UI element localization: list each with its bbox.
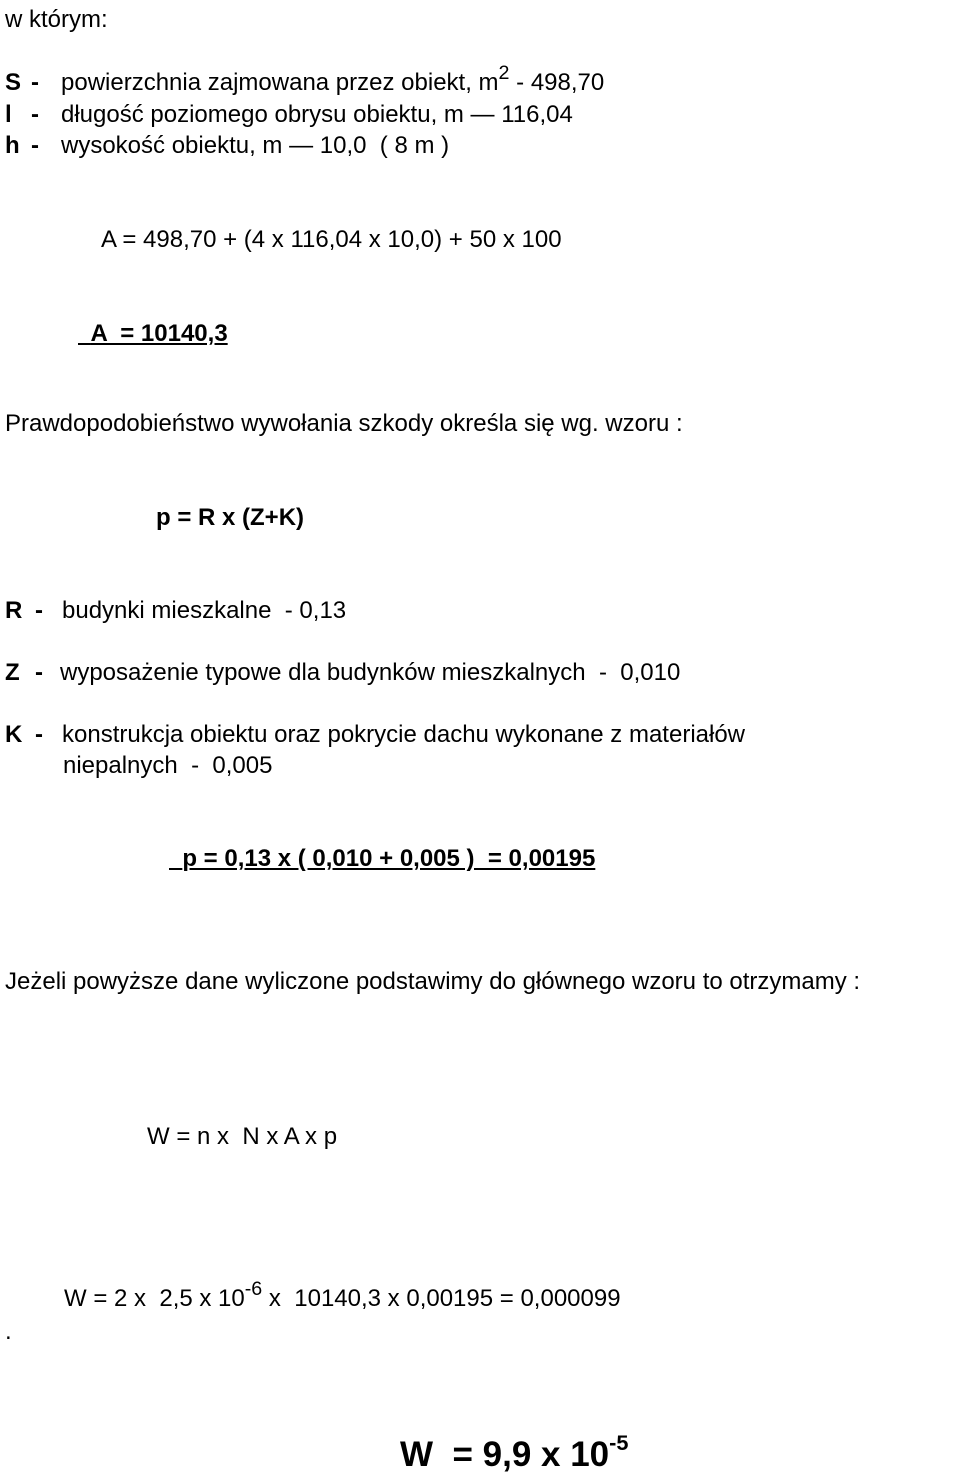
factor-key: R <box>5 597 23 624</box>
factor-k-continuation: niepalnych - 0,005 <box>63 752 273 779</box>
definition-key: h <box>5 132 20 159</box>
result-a-text: A = 10140,3 <box>90 320 228 347</box>
definition-h <box>5 134 449 158</box>
factor-z <box>5 661 680 685</box>
definition-superscript: 2 <box>498 62 510 85</box>
calc-w-left: W = 2 x 2,5 x 10 <box>64 1285 245 1312</box>
result-w <box>400 1429 629 1474</box>
factor-r <box>5 599 346 623</box>
definition-key: l <box>5 101 12 128</box>
stray-dot: . <box>5 1318 12 1345</box>
factor-k <box>5 723 745 747</box>
factor-sep: - <box>35 721 43 748</box>
factor-key: K <box>5 721 23 748</box>
result-w-exponent: -5 <box>609 1429 629 1455</box>
factor-text: wyposażenie typowe dla budynków mieszkalnych - 0,010 <box>60 659 681 686</box>
formula-w: W = n x N x A x p <box>147 1123 338 1150</box>
conclusion-intro: Jeżeli powyższe dane wyliczone podstawimy do głównego wzoru to otrzymamy : <box>5 968 861 995</box>
factor-text: budynki mieszkalne - 0,13 <box>62 597 347 624</box>
factor-key: Z <box>5 659 20 686</box>
result-a <box>78 322 228 346</box>
calc-w <box>64 1278 621 1312</box>
result-p-underlined <box>169 845 595 872</box>
definition-sep: - <box>31 101 39 128</box>
calc-w-exponent: -6 <box>244 1278 263 1301</box>
formula-p: p = R x (Z+K) <box>156 504 305 531</box>
factor-sep: - <box>35 659 43 686</box>
intro-text: w którym: <box>5 6 108 33</box>
result-p-text: p = 0,13 x ( 0,010 + 0,005 ) = 0,00195 <box>182 845 596 872</box>
calc-w-right: x 10140,3 x 0,00195 = 0,000099 <box>262 1285 621 1312</box>
definition-sep: - <box>31 69 39 96</box>
factor-sep: - <box>35 597 43 624</box>
definition-s <box>5 62 605 96</box>
definition-l <box>5 103 573 127</box>
definition-key: S <box>5 69 22 96</box>
definition-sep: - <box>31 132 39 159</box>
result-a-underlined <box>78 320 228 347</box>
definition-value: - 498,70 <box>509 69 605 96</box>
factor-text: konstrukcja obiektu oraz pokrycie dachu wykonane z materiałów <box>62 721 746 748</box>
definition-text: długość poziomego obrysu obiektu, m — 116,04 <box>61 101 573 128</box>
definition-text: wysokość obiektu, m — 10,0 ( 8 m ) <box>61 132 450 159</box>
result-w-base: W = 9,9 x 10 <box>400 1435 610 1474</box>
probability-intro: Prawdopodobieństwo wywołania szkody określa się wg. wzoru : <box>5 410 683 437</box>
result-p <box>169 847 595 871</box>
definition-text: powierzchnia zajmowana przez obiekt, m <box>61 69 499 96</box>
formula-a: A = 498,70 + (4 x 116,04 x 10,0) + 50 x 100 <box>101 226 562 253</box>
